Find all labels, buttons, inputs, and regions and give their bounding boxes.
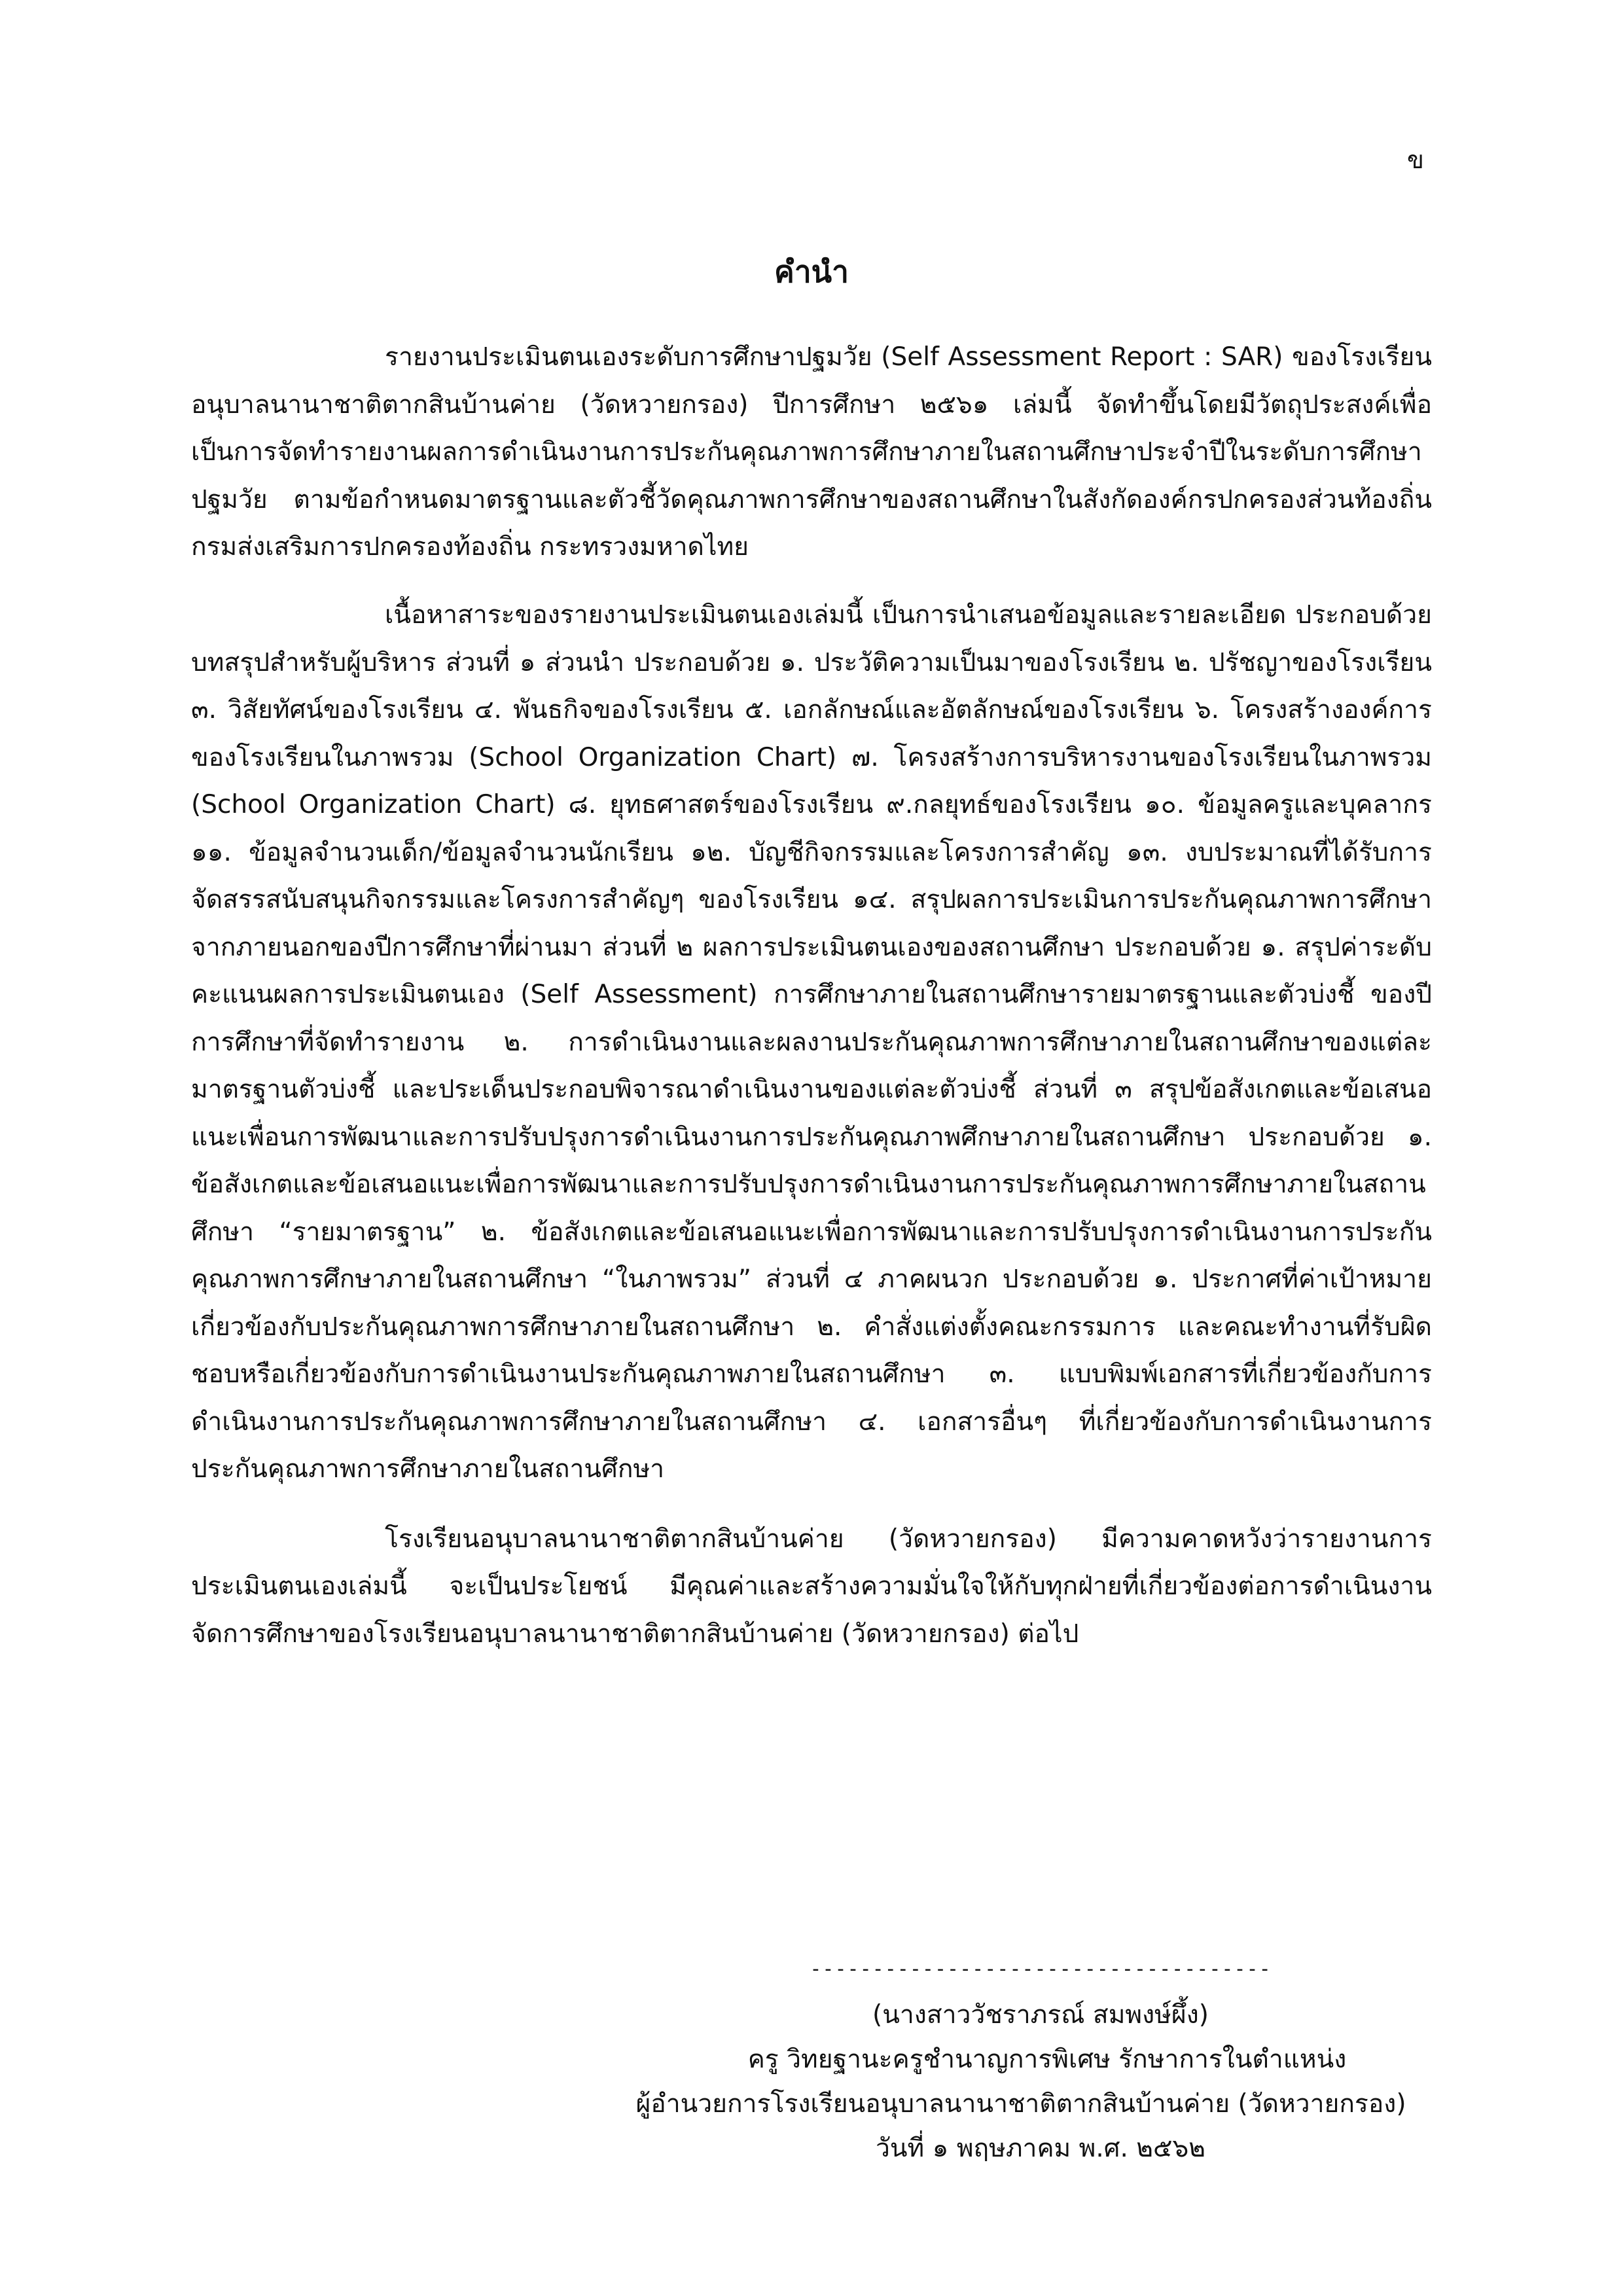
signatory-name: (นางสาววัชราภรณ์ สมพงษ์ผึ้ง)	[872, 2000, 1209, 2030]
signatory-position-title: ผู้อำนวยการโรงเรียนอนุบาลนานาชาติตากสินบ้านค่าย (วัดหวายกรอง)	[635, 2089, 1406, 2119]
paragraph-expectation: โรงเรียนอนุบาลนานาชาติตากสินบ้านค่าย (วัดหวายกรอง) มีความคาดหวังว่ารายงานการประเมินตนเองเล่มนี้ จะเป็นประโยชน์ มีคุณค่าและสร้างความมั่นใจให้กับทุกฝ่ายที่เกี่ยวข้องต่อการดำเนินงานจัดการศึกษาของโรงเรียนอนุบาลนานาชาติตากสินบ้านค่าย (วัดหวายกรอง) ต่อไป	[191, 1524, 1432, 1649]
signatory-position: ครู วิทยฐานะครูชำนาญการพิเศษ รักษาการในตำแหน่ง	[747, 2045, 1347, 2074]
preface-body	[191, 334, 1432, 1658]
signature-block	[609, 1947, 1433, 2171]
paragraph-purpose: รายงานประเมินตนเองระดับการศึกษาปฐมวัย (Self Assessment Report : SAR) ของโรงเรียนอนุบาลนานาชาติตากสินบ้านค่าย (วัดหวายกรอง) ปีการศึกษา ๒๕๖๑ เล่มนี้ จัดทำขึ้นโดยมีวัตถุประสงค์เพื่อเป็นการจัดทำรายงานผลการดำเนินงานการประกันคุณภาพการศึกษาภายในสถานศึกษาประจำปีในระดับการศึกษาปฐมวัย ตามข้อกำหนดมาตรฐานและตัวชี้วัดคุณภาพการศึกษาของสถานศึกษาในสังกัดองค์กรปกครองส่วนท้องถิ่น กรมส่งเสริมการปกครองท้องถิ่น กระทรวงมหาดไทย	[191, 342, 1432, 562]
page-number: ข	[1407, 145, 1424, 174]
signature-line: -------------------------------------	[810, 1958, 1272, 1981]
paragraph-contents: เนื้อหาสาระของรายงานประเมินตนเองเล่มนี้ เป็นการนำเสนอข้อมูลและรายละเอียด ประกอบด้วย บทสรุปสำหรับผู้บริหาร ส่วนที่ ๑ ส่วนนำ ประกอบด้วย ๑. ประวัติความเป็นมาของโรงเรียน ๒. ปรัชญาของโรงเรียน ๓. วิสัยทัศน์ของโรงเรียน ๔. พันธกิจของโรงเรียน ๕. เอกลักษณ์และอัตลักษณ์ของโรงเรียน ๖. โครงสร้างองค์การของโรงเรียนในภาพรวม (School Organization Chart) ๗. โครงสร้างการบริหารงานของโรงเรียนในภาพรวม (School Organization Chart) ๘. ยุทธศาสตร์ของโรงเรียน ๙.กลยุทธ์ของโรงเรียน ๑๐. ข้อมูลครูและบุคลากร ๑๑. ข้อมูลจำนวนเด็ก/ข้อมูลจำนวนนักเรียน ๑๒. บัญชีกิจกรรมและโครงการสำคัญ ๑๓. งบประมาณที่ได้รับการจัดสรรสนับสนุนกิจกรรมและโครงการสำคัญๆ ของโรงเรียน ๑๔. สรุปผลการประเมินการประกันคุณภาพการศึกษาจากภายนอกของปีการศึกษาที่ผ่านมา ส่วนที่ ๒ ผลการประเมินตนเองของสถานศึกษา ประกอบด้วย ๑. สรุปค่าระดับคะแนนผลการประเมินตนเอง (Self Assessment) การศึกษาภายในสถานศึกษารายมาตรฐานและตัวบ่งชี้ ของปีการศึกษาที่จัดทำรายงาน ๒. การดำเนินงานและผลงานประกันคุณภาพการศึกษาภายในสถานศึกษาของแต่ละมาตรฐานตัวบ่งชี้ และประเด็นประกอบพิจารณาดำเนินงานของแต่ละตัวบ่งชี้ ส่วนที่ ๓ สรุปข้อสังเกตและข้อเสนอแนะเพื่อนการพัฒนาและการปรับปรุงการดำเนินงานการประกันคุณภาพศึกษาภายในสถานศึกษา ประกอบด้วย ๑. ข้อสังเกตและข้อเสนอแนะเพื่อการพัฒนาและการปรับปรุงการดำเนินงานการประกันคุณภาพการศึกษาภายในสถานศึกษา “รายมาตรฐาน” ๒. ข้อสังเกตและข้อเสนอแนะเพื่อการพัฒนาและการปรับปรุงการดำเนินงานการประกันคุณภาพการศึกษาภายในสถานศึกษา “ในภาพรวม” ส่วนที่ ๔ ภาคผนวก ประกอบด้วย ๑. ประกาศที่ค่าเป้าหมายเกี่ยวข้องกับประกันคุณภาพการศึกษาภายในสถานศึกษา ๒. คำสั่งแต่งตั้งคณะกรรมการ และคณะทำงานที่รับผิดชอบหรือเกี่ยวข้องกับการดำเนินงานประกันคุณภาพภายในสถานศึกษา ๓. แบบพิมพ์เอกสารที่เกี่ยวข้องกับการดำเนินงานการประกันคุณภาพการศึกษาภายในสถานศึกษา ๔. เอกสารอื่นๆ ที่เกี่ยวข้องกับการดำเนินงานการประกันคุณภาพการศึกษาภายในสถานศึกษา	[191, 600, 1432, 1484]
page-title: คำนำ	[774, 254, 849, 289]
signature-date: วันที่ ๑ พฤษภาคม พ.ศ. ๒๕๖๒	[876, 2134, 1205, 2163]
